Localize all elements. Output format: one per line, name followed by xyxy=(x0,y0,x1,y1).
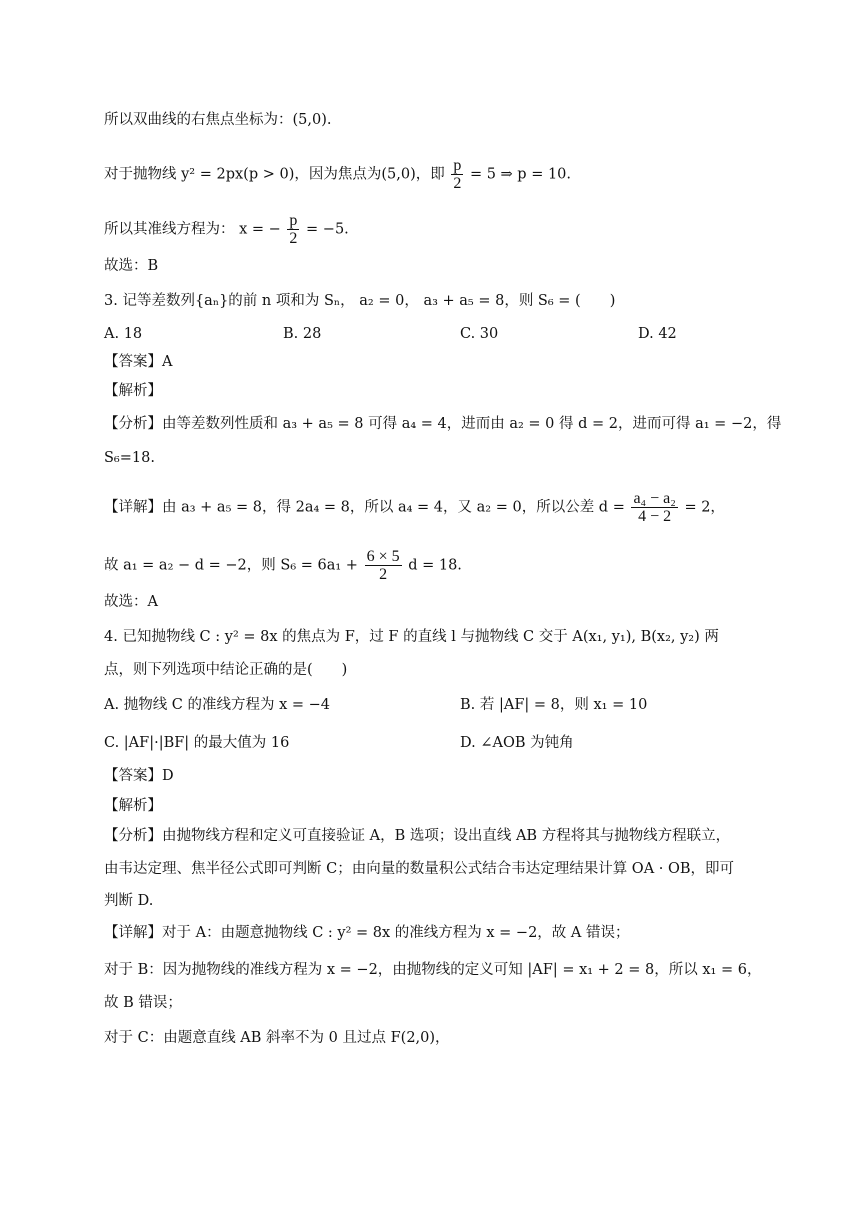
detail-line: 【详解】对于 A：由题意抛物线 C : y² = 8x 的准线方程为 x = −2，故 A 错误； xyxy=(104,925,630,941)
text-line xyxy=(104,157,768,192)
detail-line xyxy=(104,548,768,583)
detail-line: 故 B 错误； xyxy=(104,995,182,1011)
text-segment: 对于抛物线 y² = 2px(p > 0)，因为焦点为(5,0)，即 xyxy=(104,166,445,183)
section-label: 【解析】 xyxy=(104,383,162,399)
analysis-line: 【分析】由等差数列性质和 a₃ + a₅ = 8 可得 a₄ = 4，进而由 a₂ = 0 得 d = 2，进而可得 a₁ = −2，得 xyxy=(104,416,782,432)
question-4: 4. 已知抛物线 C : y² = 8x 的焦点为 F，过 F 的直线 l 与抛物线 C 交于 A(x₁, y₁), B(x₂, y₂) 两 xyxy=(104,629,719,645)
option-d: D. 42 xyxy=(638,326,677,342)
detail-line xyxy=(104,490,768,525)
text-line: 故选：B xyxy=(104,258,159,274)
fraction: $\frac{p}{2}$ xyxy=(289,212,298,247)
text-segment: 所以其准线方程为： x = − xyxy=(104,221,281,238)
detail-line: 对于 C：由题意直线 AB 斜率不为 0 且过点 F(2,0)， xyxy=(104,1030,450,1046)
text-segment: = −5. xyxy=(306,221,349,238)
analysis-line: S₆=18. xyxy=(104,450,155,466)
option-a: A. 抛物线 C 的准线方程为 x = −4 xyxy=(104,697,331,713)
text-segment: = 5 ⇒ p = 10. xyxy=(469,166,572,183)
question-3: 3. 记等差数列{aₙ}的前 n 项和为 Sₙ， a₂ = 0， a₃ + a₅ = 8，则 S₆ = ( ) xyxy=(104,293,616,309)
analysis-line: 由韦达定理、焦半径公式即可判断 C；由向量的数量积公式结合韦达定理结果计算 OA · OB，即可 xyxy=(104,861,735,877)
text-line: 所以双曲线的右焦点坐标为：(5,0). xyxy=(104,112,332,128)
option-c: C. |AF|·|BF| 的最大值为 16 xyxy=(104,735,290,751)
option-b: B. 若 |AF| = 8，则 x₁ = 10 xyxy=(460,697,648,713)
detail-line: 对于 B：因为抛物线的准线方程为 x = −2，由抛物线的定义可知 |AF| = x₁ + 2 = 8，所以 x₁ = 6， xyxy=(104,962,762,978)
option-c: C. 30 xyxy=(460,326,499,342)
question-4: 点，则下列选项中结论正确的是( ) xyxy=(104,662,348,678)
fraction: $\frac{\text{a₄ − a₂}}{4 - 2}$ xyxy=(633,490,676,525)
text-segment: 故 a₁ = a₂ − d = −2，则 S₆ = 6a₁ + xyxy=(104,557,358,574)
analysis-line: 【分析】由抛物线方程和定义可直接验证 A，B 选项；设出直线 AB 方程将其与抛物线方程联立， xyxy=(104,828,731,844)
option-b: B. 28 xyxy=(283,326,322,342)
option-d: D. ∠AOB 为钝角 xyxy=(460,735,574,751)
answer: 【答案】A xyxy=(104,354,173,370)
section-label: 【解析】 xyxy=(104,798,162,814)
analysis-line: 判断 D. xyxy=(104,893,154,909)
fraction: $\frac{6 \times 5}{2}$ xyxy=(366,548,400,583)
option-a: A. 18 xyxy=(104,326,143,342)
text-segment: = 2， xyxy=(684,499,725,516)
text-segment: d = 18. xyxy=(408,557,462,574)
answer: 【答案】D xyxy=(104,768,174,784)
text-line: 故选：A xyxy=(104,594,158,610)
fraction: $\frac{p}{2}$ xyxy=(453,157,462,192)
text-line xyxy=(104,212,768,247)
text-segment: 【详解】由 a₃ + a₅ = 8，得 2a₄ = 8，所以 a₄ = 4，又 a₂ = 0，所以公差 d = xyxy=(104,499,625,516)
